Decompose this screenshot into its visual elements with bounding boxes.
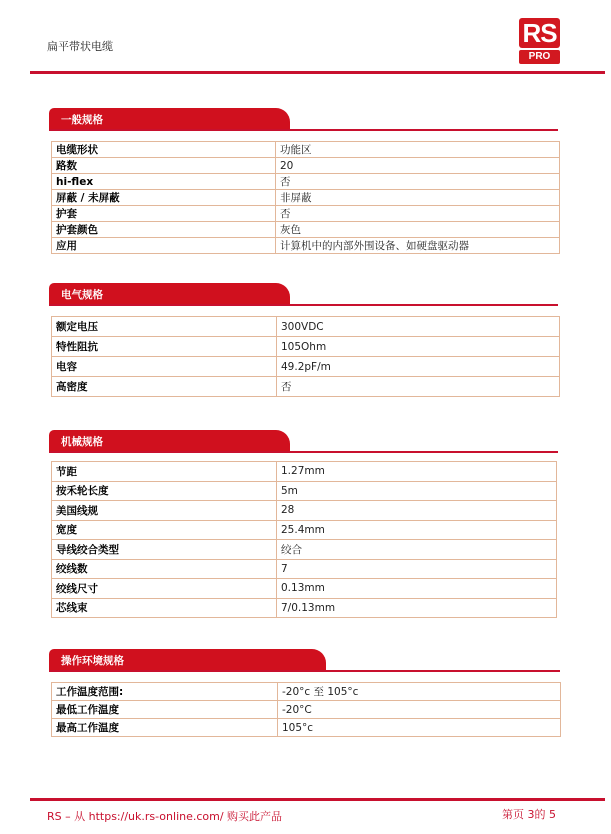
- spec-key: 工作温度范围:: [52, 683, 278, 701]
- table-electrical-specs: [51, 316, 560, 397]
- table-row: [52, 683, 561, 701]
- spec-value: 否: [276, 174, 560, 190]
- section-tab-electrical: 电气规格: [49, 283, 290, 306]
- spec-value: 105Ohm: [277, 337, 560, 357]
- table-row: [52, 701, 561, 719]
- spec-key: 护套: [52, 206, 276, 222]
- spec-value: 计算机中的内部外围设备、如硬盘驱动器: [276, 238, 560, 254]
- table-row: [52, 481, 557, 501]
- spec-key: 电容: [52, 357, 277, 377]
- spec-key: 绞线尺寸: [52, 579, 277, 599]
- page-number: 第页 3的 5: [502, 808, 556, 821]
- footer-divider: [30, 798, 605, 801]
- table-row: [52, 520, 557, 540]
- table-environment-specs: [51, 682, 561, 737]
- spec-value: -20°C: [278, 701, 561, 719]
- spec-key: 按禾轮长度: [52, 481, 277, 501]
- section-rule-general: [49, 129, 558, 131]
- spec-key: 特性阻抗: [52, 337, 277, 357]
- spec-key: 额定电压: [52, 317, 277, 337]
- spec-key: 应用: [52, 238, 276, 254]
- header-divider: [30, 71, 605, 74]
- section-rule-mechanical: [49, 451, 558, 453]
- spec-key: 电缆形状: [52, 142, 276, 158]
- spec-key: 绞线数: [52, 559, 277, 579]
- spec-value: -20°c 至 105°c: [278, 683, 561, 701]
- logo-rs-text: RS: [519, 18, 560, 48]
- spec-key: 高密度: [52, 377, 277, 397]
- table-general-specs: [51, 141, 560, 254]
- table-row: [52, 158, 560, 174]
- table-row: [52, 337, 560, 357]
- spec-key: hi-flex: [52, 174, 276, 190]
- table-row: [52, 377, 560, 397]
- spec-key: 节距: [52, 462, 277, 482]
- table-row: [52, 719, 561, 737]
- spec-value: 绞合: [277, 540, 557, 560]
- rs-pro-logo: [519, 18, 560, 64]
- section-rule-electrical: [49, 304, 558, 306]
- table-row: [52, 357, 560, 377]
- spec-value: 20: [276, 158, 560, 174]
- section-tab-environment: 操作环境规格: [49, 649, 326, 672]
- spec-value: 105°c: [278, 719, 561, 737]
- spec-value: 0.13mm: [277, 579, 557, 599]
- spec-key: 宽度: [52, 520, 277, 540]
- spec-key: 最低工作温度: [52, 701, 278, 719]
- document-title: 扁平带状电缆: [47, 40, 113, 53]
- section-tab-mechanical: 机械规格: [49, 430, 290, 453]
- table-mechanical-specs: [51, 461, 557, 618]
- table-row: [52, 190, 560, 206]
- table-row: [52, 142, 560, 158]
- logo-pro-text: PRO: [519, 50, 560, 64]
- table-row: [52, 222, 560, 238]
- table-row: [52, 462, 557, 482]
- section-rule-environment: [49, 670, 560, 672]
- table-row: [52, 579, 557, 599]
- spec-key: 屏蔽 / 未屏蔽: [52, 190, 276, 206]
- spec-value: 1.27mm: [277, 462, 557, 482]
- spec-value: 25.4mm: [277, 520, 557, 540]
- spec-key: 导线绞合类型: [52, 540, 277, 560]
- table-row: [52, 540, 557, 560]
- spec-value: 300VDC: [277, 317, 560, 337]
- spec-value: 非屏蔽: [276, 190, 560, 206]
- table-row: [52, 598, 557, 618]
- spec-key: 美国线规: [52, 501, 277, 521]
- spec-value: 28: [277, 501, 557, 521]
- spec-value: 否: [277, 377, 560, 397]
- spec-value: 5m: [277, 481, 557, 501]
- spec-key: 路数: [52, 158, 276, 174]
- spec-value: 49.2pF/m: [277, 357, 560, 377]
- table-row: [52, 174, 560, 190]
- spec-key: 最高工作温度: [52, 719, 278, 737]
- spec-key: 护套颜色: [52, 222, 276, 238]
- section-tab-general: 一般规格: [49, 108, 290, 131]
- spec-value: 功能区: [276, 142, 560, 158]
- spec-value: 否: [276, 206, 560, 222]
- table-row: [52, 238, 560, 254]
- table-row: [52, 206, 560, 222]
- spec-value: 7/0.13mm: [277, 598, 557, 618]
- spec-value: 7: [277, 559, 557, 579]
- table-row: [52, 501, 557, 521]
- table-row: [52, 559, 557, 579]
- footer-purchase-link[interactable]: RS – 从 https://uk.rs-online.com/ 购买此产品: [47, 810, 283, 823]
- spec-key: 芯线束: [52, 598, 277, 618]
- spec-value: 灰色: [276, 222, 560, 238]
- table-row: [52, 317, 560, 337]
